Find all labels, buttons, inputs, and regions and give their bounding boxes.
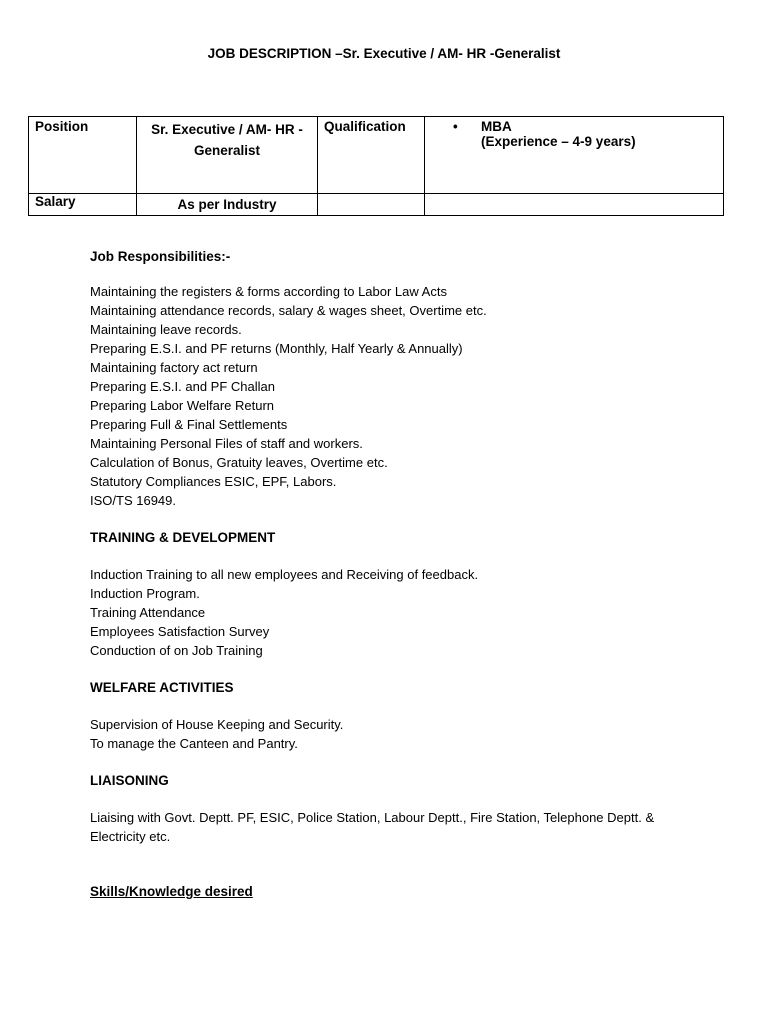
experience-text: (Experience – 4-9 years) — [481, 134, 636, 149]
qualification-cell — [425, 117, 724, 194]
job-content — [90, 247, 730, 901]
responsibilities-list — [90, 282, 730, 510]
welfare-list — [90, 715, 730, 753]
list-item: To manage the Canteen and Pantry. — [90, 736, 298, 751]
salary-value: As per Industry — [137, 194, 318, 216]
list-item: Preparing E.S.I. and PF Challan — [90, 379, 275, 394]
list-item: Calculation of Bonus, Gratuity leaves, Overtime etc. — [90, 455, 388, 470]
list-item: Maintaining Personal Files of staff and workers. — [90, 436, 363, 451]
list-item: Statutory Compliances ESIC, EPF, Labors. — [90, 474, 337, 489]
list-item: Preparing Labor Welfare Return — [90, 398, 275, 413]
list-item: ISO/TS 16949. — [90, 493, 176, 508]
list-item: Supervision of House Keeping and Security. — [90, 717, 344, 732]
bullet-icon: • — [453, 119, 458, 134]
job-info-table — [28, 116, 724, 216]
list-item: Maintaining factory act return — [90, 360, 258, 375]
position-label: Position — [29, 117, 137, 194]
list-item: Maintaining attendance records, salary & wages sheet, Overtime etc. — [90, 303, 487, 318]
list-item: Employees Satisfaction Survey — [90, 624, 270, 639]
position-value: Sr. Executive / AM- HR - Generalist — [137, 117, 318, 194]
table-row — [29, 117, 724, 194]
qualification-label: Qualification — [318, 117, 425, 194]
list-item: Preparing Full & Final Settlements — [90, 417, 288, 432]
empty-cell — [318, 194, 425, 216]
list-item: Induction Training to all new employees and Receiving of feedback. — [90, 567, 479, 582]
list-item: Conduction of on Job Training — [90, 643, 263, 658]
salary-label: Salary — [29, 194, 137, 216]
list-item: Induction Program. — [90, 586, 200, 601]
list-item: Training Attendance — [90, 605, 206, 620]
qualification-bullet-item — [431, 119, 717, 149]
qualification-value: MBA — [481, 119, 512, 134]
welfare-heading: WELFARE ACTIVITIES — [90, 680, 234, 695]
training-list — [90, 565, 730, 660]
liaisoning-heading: LIAISONING — [90, 773, 169, 788]
responsibilities-heading: Job Responsibilities:- — [90, 249, 231, 264]
table-row — [29, 194, 724, 216]
empty-cell — [425, 194, 724, 216]
list-item: Maintaining the registers & forms according to Labor Law Acts — [90, 284, 447, 299]
liaisoning-text: Liaising with Govt. Deptt. PF, ESIC, Police Station, Labour Deptt., Fire Station, Telephone Deptt. & Electricity etc. — [90, 810, 655, 844]
training-heading: TRAINING & DEVELOPMENT — [90, 530, 276, 545]
list-item: Maintaining leave records. — [90, 322, 242, 337]
page-title: JOB DESCRIPTION –Sr. Executive / AM- HR -Generalist — [207, 46, 561, 61]
skills-heading: Skills/Knowledge desired — [90, 884, 253, 899]
list-item: Preparing E.S.I. and PF returns (Monthly, Half Yearly & Annually) — [90, 341, 463, 356]
